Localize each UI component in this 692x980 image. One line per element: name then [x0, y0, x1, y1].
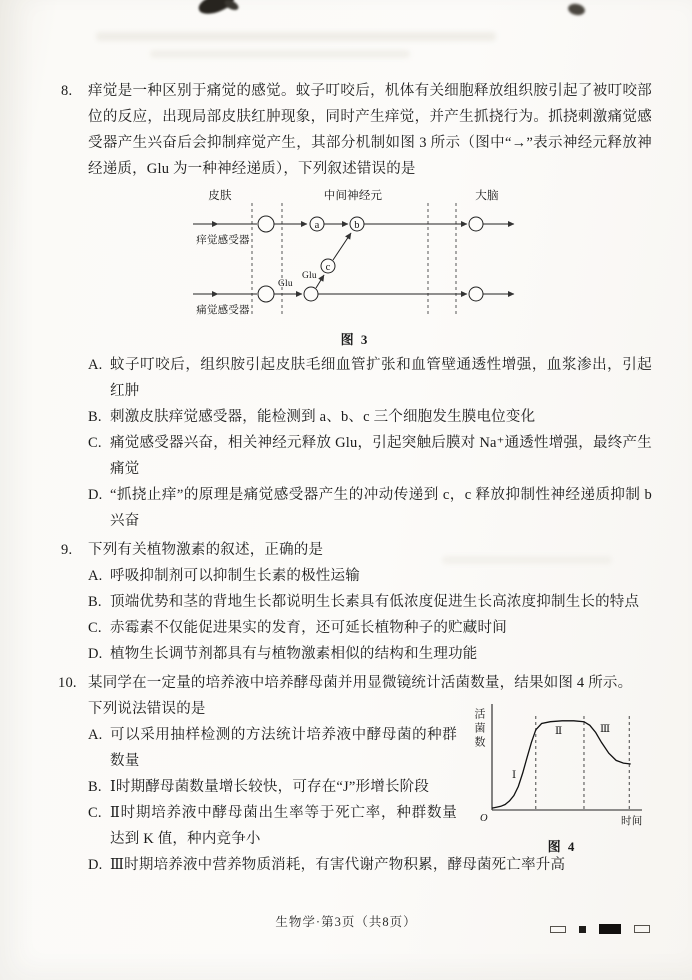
- option-text: “抓挠止痒”的原理是痛觉感受器产生的冲动传递到 c，c 释放抑制性神经递质抑制 b 兴奋: [110, 487, 652, 529]
- fig3-glu-label-2: Glu: [302, 271, 317, 281]
- fig4-text-labels: [480, 724, 642, 827]
- question-9-option-c: [88, 615, 652, 641]
- fig4-phase-2-label: Ⅱ: [555, 726, 563, 737]
- fig3-glu-labels: [278, 271, 317, 289]
- question-10-stem-line1: 某同学在一定量的培养液中培养酵母菌并用显微镜统计活菌数量，结果如图 4 所示。: [88, 675, 633, 691]
- question-9-number: 9.: [61, 542, 73, 558]
- option-text: 赤霉素不仅能促进果实的发育，还可延长植物种子的贮藏时间: [110, 620, 507, 636]
- option-label: B.: [88, 594, 102, 610]
- figure-3-caption: 图 3: [340, 332, 370, 347]
- page-content: [58, 78, 652, 881]
- question-10-option-c: [88, 800, 457, 852]
- bleedthrough-artifact: [96, 32, 496, 41]
- question-8-option-c: [88, 430, 652, 482]
- fig3-cell-a-label: a: [314, 220, 320, 231]
- question-10-text-beside-figure: [58, 696, 457, 852]
- fig3-itch-receptor-label: 痒觉感受器: [196, 235, 250, 246]
- option-text: Ⅰ时期酵母菌数量增长较快，可存在“J”形增长阶段: [110, 779, 430, 795]
- fig4-phase-divider-lines: [536, 716, 629, 810]
- option-text: Ⅱ时期培养液中酵母菌出生率等于死亡率，种群数量达到 K 值，种内竞争小: [110, 805, 457, 847]
- question-8: [58, 78, 652, 534]
- question-10-option-a: [88, 722, 457, 774]
- question-10: [58, 670, 652, 878]
- question-8-option-a: [88, 352, 652, 404]
- question-9-option-d: [88, 641, 652, 667]
- question-9-option-a: [88, 563, 652, 589]
- fig3-region-labels: [208, 188, 499, 202]
- option-label: C.: [88, 435, 102, 451]
- binding-stain-right: [567, 2, 586, 16]
- question-9-stem: [58, 537, 652, 563]
- binding-stain-left-2: [223, 0, 240, 12]
- figure-4: [472, 698, 652, 856]
- fig4-origin-label: O: [480, 813, 488, 824]
- option-text: 顶端优势和茎的背地生长都说明生长素具有低浓度促进生长高浓度抑制生长的特点: [110, 594, 640, 610]
- question-8-option-d: [88, 482, 652, 534]
- option-text: 可以采用抽样检测的方法统计培养液中酵母菌的种群数量: [110, 727, 457, 769]
- registration-mark-outline: [634, 925, 650, 933]
- registration-marks: [550, 924, 650, 934]
- fig3-receptor-labels: [196, 233, 250, 316]
- option-label: B.: [88, 409, 102, 425]
- figure-3: [58, 186, 652, 349]
- fig4-phase-3-label: Ⅲ: [600, 724, 611, 735]
- option-text: 植物生长调节剂都具有与植物激素相似的结构和生理功能: [110, 646, 478, 662]
- registration-mark-large-filled: [599, 924, 621, 934]
- question-9-stem-text: 下列有关植物激素的叙述，正确的是: [88, 542, 324, 558]
- question-9-option-b: [88, 589, 652, 615]
- fig4-x-axis-label: 时间: [621, 816, 643, 827]
- question-9: [58, 537, 652, 667]
- option-label: D.: [88, 646, 103, 662]
- fig4-y-axis-label: 活菌数: [473, 708, 485, 750]
- question-8-stem: [58, 78, 652, 182]
- fig3-label-brain: 大脑: [475, 190, 499, 202]
- fig3-pain-receptor-label: 痛觉感受器: [196, 305, 250, 316]
- fig3-label-interneuron: 中间神经元: [323, 190, 383, 202]
- option-text: 呼吸抑制剂可以抑制生长素的极性运输: [110, 568, 360, 584]
- option-label: D.: [88, 487, 103, 503]
- fig3-pain-pathway: [193, 275, 514, 302]
- fig3-label-skin: 皮肤: [208, 190, 232, 202]
- fig3-neural-circuit-diagram: [190, 186, 520, 321]
- bleedthrough-artifact: [150, 50, 410, 58]
- figure-4-caption: 图 4: [547, 839, 577, 854]
- option-label: C.: [88, 805, 102, 821]
- question-8-number: 8.: [61, 83, 73, 99]
- option-label: A.: [88, 727, 103, 743]
- option-label: B.: [88, 779, 102, 795]
- question-10-stem-line2: 下列说法错误的是: [88, 701, 206, 717]
- option-text: Ⅲ时期培养液中营养物质消耗，有害代谢产物积累，酵母菌死亡率升高: [110, 857, 566, 873]
- question-8-option-b: [88, 404, 652, 430]
- option-label: A.: [88, 568, 103, 584]
- footer-text: 生物学·第3页（共8页）: [275, 915, 417, 929]
- registration-mark-outline: [550, 926, 566, 933]
- fig4-population-growth-chart: [472, 698, 650, 828]
- question-10-option-b: [88, 774, 457, 800]
- fig3-cell-b-label: b: [354, 220, 360, 231]
- option-label: C.: [88, 620, 102, 636]
- registration-mark-small-filled: [579, 926, 586, 933]
- question-8-stem-text: 痒觉是一种区别于痛觉的感觉。蚊子叮咬后，机体有关细胞释放组织胺引起了被叮咬部位的反应，出现局部皮肤红肿现象，同时产生痒觉，并产生抓挠行为。抓挠刺激痛觉感受器产生兴奋后会抑制痒觉产生，其部分机制如图 3 所示（图中“→”表示神经元释放神经递质，Glu 为一种神经递质），下列叙述错误的是: [88, 83, 652, 177]
- question-10-number: 10.: [58, 675, 77, 691]
- option-text: 蚊子叮咬后，组织胺引起皮肤毛细血管扩张和血管壁通透性增强，血浆渗出，引起红肿: [110, 357, 652, 399]
- option-label: A.: [88, 357, 103, 373]
- option-text: 痛觉感受器兴奋，相关神经元释放 Glu，引起突触后膜对 Na⁺通透性增强，最终产生痛觉: [110, 435, 652, 477]
- option-text: 刺激皮肤痒觉感受器，能检测到 a、b、c 三个细胞发生膜电位变化: [110, 409, 536, 425]
- option-label: D.: [88, 857, 103, 873]
- fig3-glu-label-1: Glu: [278, 279, 293, 289]
- fig3-cell-c-label: c: [325, 262, 331, 273]
- fig4-phase-1-label: Ⅰ: [512, 770, 517, 781]
- question-10-stem: [58, 670, 652, 696]
